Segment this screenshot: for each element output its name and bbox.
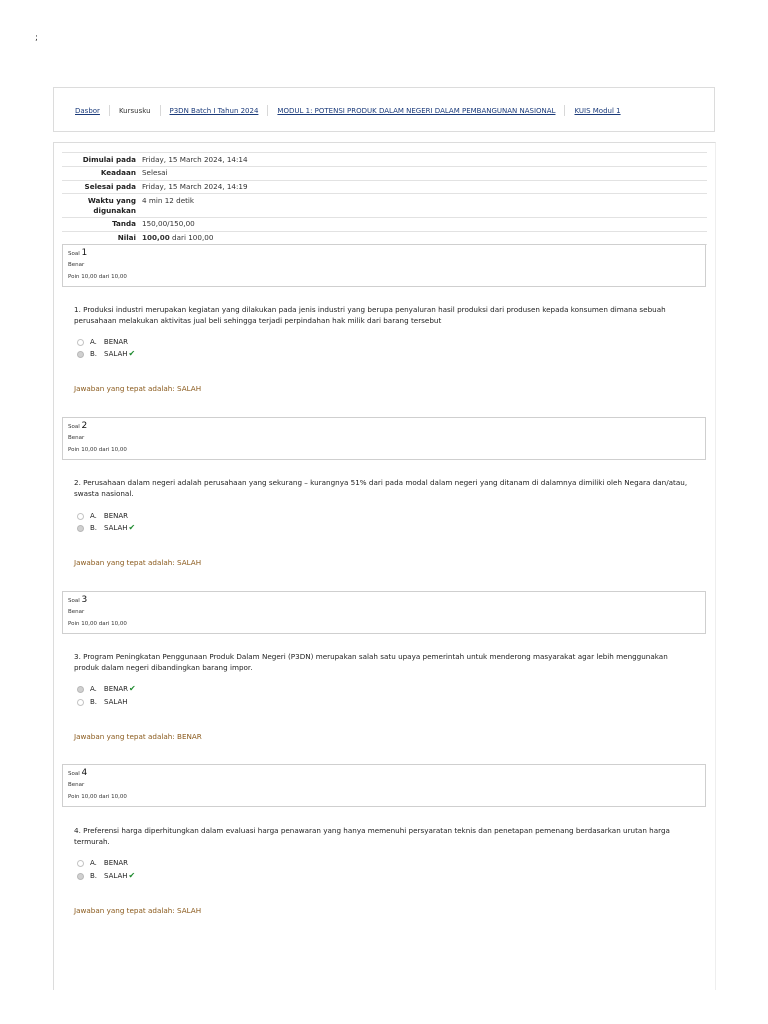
breadcrumb-kursusku: Kursusku xyxy=(118,106,151,115)
option-3a[interactable] xyxy=(77,685,136,693)
option-3b[interactable] xyxy=(77,698,128,706)
option-letter: A. xyxy=(90,338,97,346)
option-2a[interactable] xyxy=(77,512,128,520)
option-4b[interactable] xyxy=(77,872,135,880)
correct-answer-2: Jawaban yang tepat adalah: SALAH xyxy=(74,558,202,567)
question-info-1 xyxy=(62,244,706,287)
question-number: 4 xyxy=(81,768,88,778)
breadcrumb-separator xyxy=(267,105,268,116)
option-letter: B. xyxy=(90,350,98,358)
question-status: Benar xyxy=(68,435,85,441)
breadcrumb-dasbor[interactable]: Dasbor xyxy=(75,106,100,115)
summary-row xyxy=(62,166,707,180)
question-number: 2 xyxy=(81,421,88,431)
question-info-2 xyxy=(62,417,706,460)
option-label: SALAH xyxy=(104,350,128,358)
option-letter: B. xyxy=(90,524,98,532)
summary-row xyxy=(62,194,707,217)
soal-label: Soal xyxy=(68,598,80,604)
summary-value: 150,00/150,00 xyxy=(142,219,195,229)
correct-answer-1: Jawaban yang tepat adalah: SALAH xyxy=(74,384,202,393)
summary-label: Tanda xyxy=(112,219,136,229)
summary-value: Friday, 15 March 2024, 14:14 xyxy=(142,154,248,164)
option-letter: A. xyxy=(90,685,97,693)
check-icon: ✔ xyxy=(128,871,136,880)
question-points: Poin 10,00 dari 10,00 xyxy=(68,447,127,453)
option-letter: B. xyxy=(90,698,98,706)
radio-button-selected[interactable] xyxy=(77,525,84,532)
attempt-summary-table xyxy=(62,152,707,245)
check-icon: ✔ xyxy=(129,684,136,693)
check-icon: ✔ xyxy=(128,349,136,358)
radio-button-selected[interactable] xyxy=(77,686,84,693)
option-label: SALAH xyxy=(104,524,128,532)
summary-label: Keadaan xyxy=(100,168,136,178)
option-1b[interactable] xyxy=(77,350,135,358)
question-number: 1 xyxy=(81,248,88,258)
option-4a[interactable] xyxy=(77,859,128,867)
question-status: Benar xyxy=(68,782,85,788)
question-points: Poin 10,00 dari 10,00 xyxy=(68,794,127,800)
question-info-3 xyxy=(62,591,706,634)
question-status: Benar xyxy=(68,609,85,615)
option-label: SALAH xyxy=(104,698,128,706)
correct-answer-4: Jawaban yang tepat adalah: SALAH xyxy=(74,906,202,915)
correct-answer-3: Jawaban yang tepat adalah: BENAR xyxy=(74,732,202,741)
summary-row xyxy=(62,153,707,167)
breadcrumb-separator xyxy=(160,105,161,116)
option-2b[interactable] xyxy=(77,524,135,532)
question-status: Benar xyxy=(68,262,85,268)
breadcrumb-course[interactable]: P3DN Batch I Tahun 2024 xyxy=(169,106,259,115)
summary-label: Waktu yang digunakan xyxy=(87,195,136,215)
option-label: BENAR xyxy=(103,512,129,520)
radio-button[interactable] xyxy=(77,860,84,867)
option-letter: A. xyxy=(90,512,97,520)
option-label: SALAH xyxy=(104,872,128,880)
radio-button[interactable] xyxy=(77,699,84,706)
option-1a[interactable] xyxy=(77,338,128,346)
radio-button-selected[interactable] xyxy=(77,351,84,358)
breadcrumb-quiz[interactable]: KUIS Modul 1 xyxy=(574,106,621,115)
option-label: BENAR xyxy=(103,338,129,346)
radio-button[interactable] xyxy=(77,513,84,520)
question-text-4: 4. Preferensi harga diperhitungkan dalam evaluasi harga penawaran yang hanya memenuhi persyaratan teknis dan penetapan pemenang berdasarkan urutan harga termurah. xyxy=(74,826,670,846)
summary-label: Nilai xyxy=(117,233,136,243)
summary-label: Dimulai pada xyxy=(82,154,136,164)
question-text-1: 1. Produksi industri merupakan kegiatan yang dilakukan pada jenis industri yang berupa penyaluran hasil produksi dari produsen kepada konsumen dimana sebuah perusahaan melakukan aktivitas jual beli sehingga terjadi perpindahan hak milik dari barang tersebut xyxy=(74,305,666,325)
question-number: 3 xyxy=(81,595,88,605)
question-text-3: 3. Program Peningkatan Penggunaan Produk Dalam Negeri (P3DN) merupakan salah satu upaya pemerintah untuk menderong masyarakat agar lebih menggunakan produk dalam negeri dibandingkan barang impor. xyxy=(74,652,668,672)
radio-button-selected[interactable] xyxy=(77,873,84,880)
breadcrumb-module[interactable]: MODUL 1: POTENSI PRODUK DALAM NEGERI DALAM PEMBANGUNAN NASIONAL xyxy=(277,106,556,115)
nilai-suffix: dari 100,00 xyxy=(169,233,214,243)
question-info-4 xyxy=(62,764,706,807)
breadcrumb-separator xyxy=(564,105,565,116)
nilai-score: 100,00 xyxy=(142,233,170,243)
summary-row-nilai xyxy=(62,231,707,245)
soal-label: Soal xyxy=(68,771,80,777)
option-label: BENAR xyxy=(103,859,129,867)
option-letter: B. xyxy=(90,872,98,880)
option-label: BENAR xyxy=(103,685,129,693)
breadcrumb-bar xyxy=(53,87,715,132)
option-letter: A. xyxy=(90,859,97,867)
question-points: Poin 10,00 dari 10,00 xyxy=(68,621,127,627)
breadcrumb xyxy=(75,105,621,116)
corner-mark: ; xyxy=(35,33,39,43)
check-icon: ✔ xyxy=(128,523,136,532)
summary-value: Friday, 15 March 2024, 14:19 xyxy=(142,182,248,192)
quiz-review-region xyxy=(53,142,716,990)
soal-label: Soal xyxy=(68,424,80,430)
radio-button[interactable] xyxy=(77,339,84,346)
summary-label: Selesai pada xyxy=(84,182,136,192)
summary-value xyxy=(142,231,707,245)
question-text-2: 2. Perusahaan dalam negeri adalah perusahaan yang sekurang – kurangnya 51% dari pada modal dalam negeri yang ditanam di dalamnya dimiliki oleh Negara dan/atau, swasta nasional. xyxy=(74,478,688,498)
summary-value: 4 min 12 detik xyxy=(142,195,195,205)
summary-row xyxy=(62,180,707,194)
summary-value: Selesai xyxy=(142,168,168,178)
soal-label: Soal xyxy=(68,251,80,257)
summary-row xyxy=(62,217,707,231)
breadcrumb-separator xyxy=(109,105,110,116)
question-points: Poin 10,00 dari 10,00 xyxy=(68,274,127,280)
